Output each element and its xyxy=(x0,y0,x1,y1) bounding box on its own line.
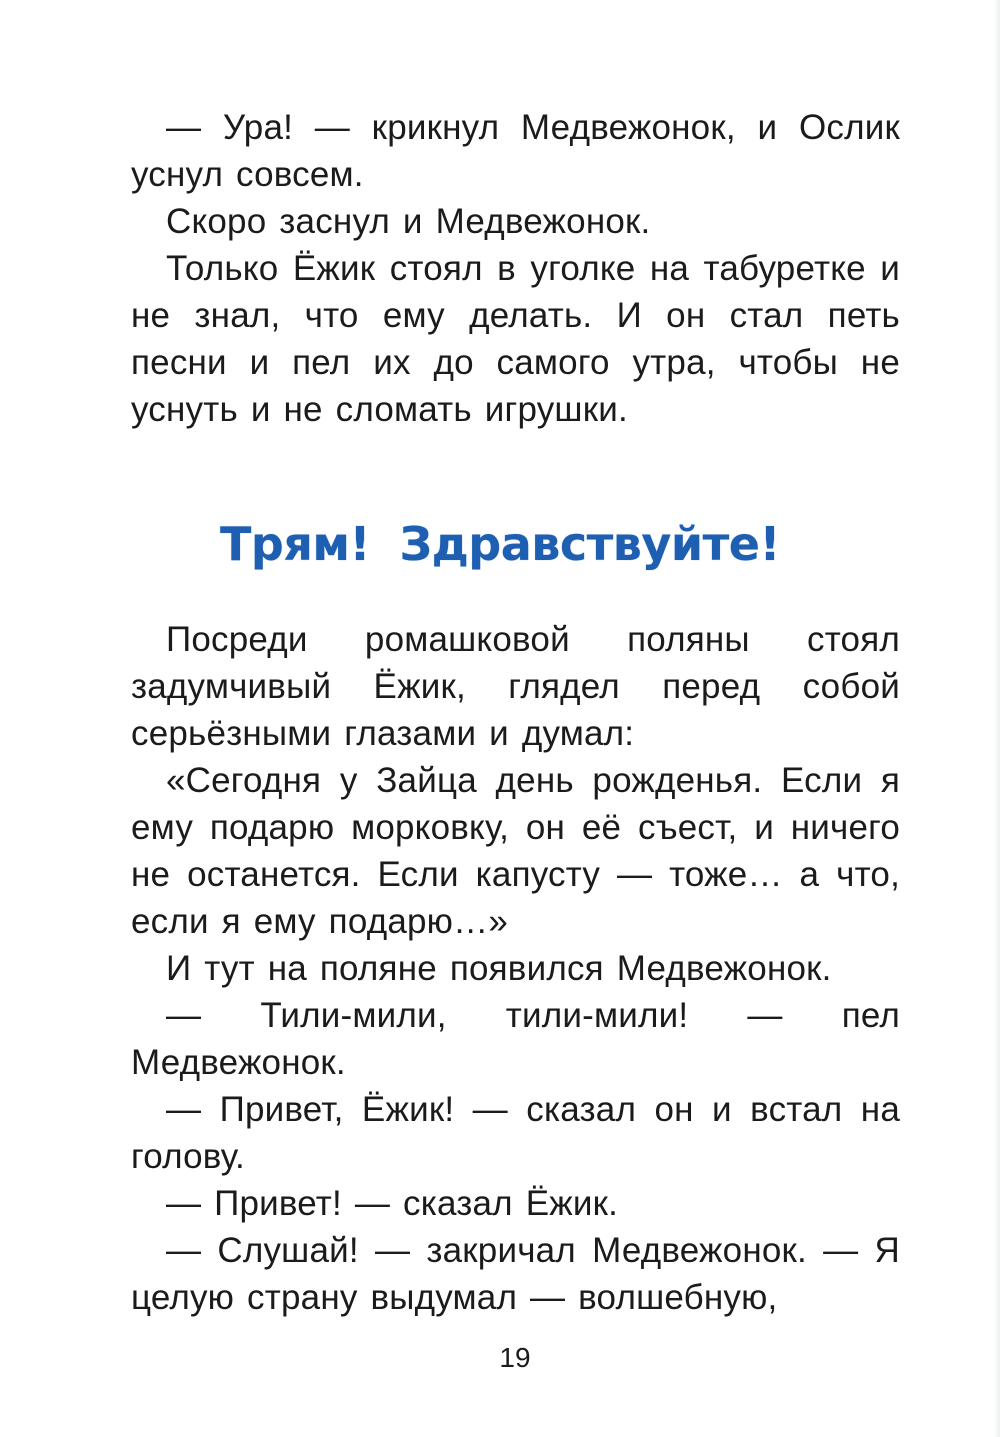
page-edge-shadow xyxy=(994,0,1000,1437)
story-text-chapter xyxy=(131,616,900,1321)
paragraph: — Тили-мили, тили-мили! — пел Медвежонок. xyxy=(131,996,900,1082)
paragraph: Посреди ромашковой поляны стоял задумчивый Ёжик, глядел перед собой серьёзными глазами и думал: xyxy=(131,620,900,753)
chapter-title: Трям! Здравствуйте! xyxy=(220,517,780,571)
paragraph: Только Ёжик стоял в уголке на табуретке и не знал, что ему делать. И он стал петь песни и пел их до самого утра, чтобы не уснуть и не сломать игрушки. xyxy=(131,249,900,429)
page-number: 19 xyxy=(499,1342,531,1373)
paragraph: — Привет, Ёжик! — сказал он и встал на голову. xyxy=(131,1090,900,1176)
story-text-top xyxy=(131,104,900,433)
paragraph: — Слушай! — закричал Медвежонок. — Я целую страну выдумал — волшебную, xyxy=(131,1231,900,1317)
paragraph: «Сегодня у Зайца день рожденья. Если я ему подарю морковку, он её съест, и ничего не останется. Если капусту — тоже… а что, если я ему подарю…» xyxy=(131,761,900,941)
paragraph: — Ура! — крикнул Медвежонок, и Ослик уснул совсем. xyxy=(131,108,900,194)
paragraph: Скоро заснул и Медвежонок. xyxy=(166,202,651,241)
paragraph: — Привет! — сказал Ёжик. xyxy=(166,1184,619,1223)
paragraph: И тут на поляне появился Медвежонок. xyxy=(166,949,832,988)
